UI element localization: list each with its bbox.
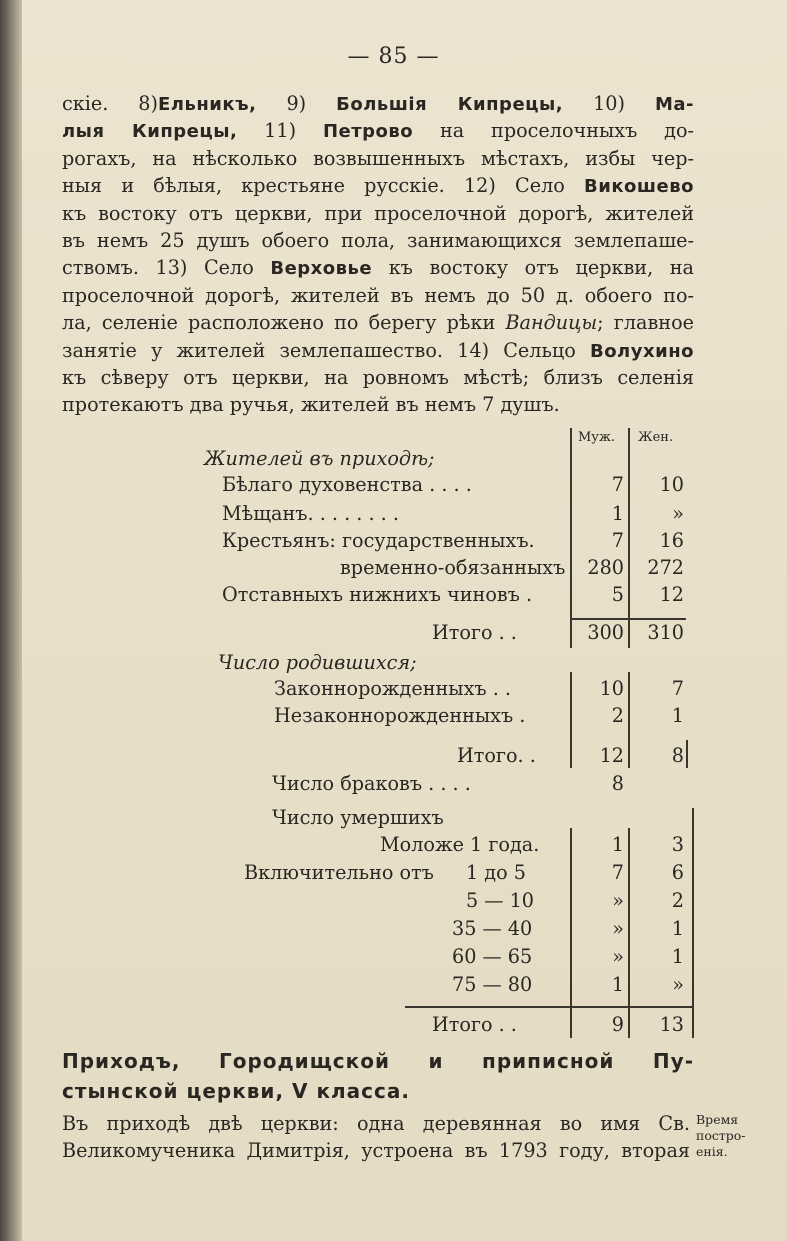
table-row-total: Итого . . 300 310 [432, 621, 684, 644]
place-name: Волухино [589, 340, 694, 362]
text-line [62, 282, 694, 309]
column-header-female: Жен. [638, 430, 674, 445]
place-name: Верховье [270, 258, 373, 280]
place-name: лыя Кипрецы, [62, 121, 238, 143]
text-line [62, 145, 694, 172]
text-run: 9) [256, 92, 337, 115]
text-line [62, 200, 694, 227]
table-row: Моложе 1 года. 1 3 [380, 833, 684, 856]
margin-note: Время постро- енія. [696, 1112, 746, 1159]
table-row: 75 — 80 1 » [452, 973, 684, 996]
text-line [62, 254, 694, 281]
table-row: Включительно отъ 1 до 5 7 6 [244, 861, 684, 884]
text-line [62, 337, 694, 364]
table-row: временно-обязанныхъ 280 272 [340, 556, 684, 579]
section-births: Число родившихся; [218, 651, 417, 674]
table-row: Законнорожденныхъ . . 10 7 [274, 677, 684, 700]
column-header-male: Муж. [578, 430, 616, 445]
closing-paragraph: Въ приходѣ двѣ церкви: одна деревянная во имя Св. Великомученика Димитрія, устроена въ 1793 году, вторая [62, 1112, 690, 1163]
text-run: 11) [237, 119, 323, 143]
text-run: 10) [563, 92, 655, 115]
book-binding [0, 0, 22, 1241]
table-row: 5 — 10 » 2 [466, 889, 684, 912]
place-name: Ма- [654, 94, 694, 115]
table-row: Отставныхъ нижнихъ чиновъ . 5 12 [222, 583, 684, 606]
page-number: — 85 — [347, 44, 440, 69]
river-name: Вандицы [505, 311, 598, 335]
text-run: ; главное [597, 311, 694, 335]
text-run: ствомъ. 13) Село [62, 256, 271, 280]
text-line [62, 227, 694, 254]
text-run: проселочной дорогѣ, жителей въ немъ до 50 д. обоего по- [62, 283, 694, 307]
text-run: занятіе у жителей землепашество. 14) Сельцо [62, 338, 590, 362]
text-run: на проселочныхъ до- [413, 119, 694, 143]
text-line [62, 309, 694, 336]
text-run: протекаютъ два ручья, жителей въ немъ 7 душъ. [62, 393, 560, 417]
text-run: скіе. 8) [62, 92, 158, 115]
text-line [62, 117, 694, 144]
table-row-total: Итого . . 9 13 [432, 1013, 684, 1036]
place-name: Ельникъ, [158, 94, 257, 115]
table-row: Мѣщанъ. . . . . . . . 1 » [222, 502, 684, 525]
text-line [62, 364, 694, 391]
table-row: Незаконнорожденныхъ . 2 1 [274, 704, 684, 727]
text-run: въ немъ 25 душъ обоего пола, занимающихся землепаше- [62, 228, 694, 252]
section-heading: Приходъ, Городищской и приписной Пу- стынской церкви, V класса. [62, 1049, 694, 1103]
text-run: къ сѣверу отъ церкви, на ровномъ мѣстѣ; близъ селенія [62, 365, 694, 389]
table-row-total: Итого. . 12 8 [457, 744, 684, 767]
text-run: ныя и бѣлыя, крестьяне русскіе. 12) Село [62, 174, 584, 198]
table-row: Крестьянъ: государственныхъ. 7 16 [222, 529, 684, 552]
text-line [62, 90, 694, 117]
place-name: Петрово [322, 121, 414, 143]
table-row: 60 — 65 » 1 [452, 945, 684, 968]
body-paragraph [62, 90, 694, 419]
deaths-header: Число умершихъ [272, 806, 444, 829]
text-line [62, 172, 694, 199]
place-name: Викошево [584, 176, 694, 198]
text-run: къ востоку отъ церкви, на [372, 256, 694, 280]
table-row: 35 — 40 » 1 [452, 917, 684, 940]
place-name: Большія Кипрецы, [336, 94, 564, 115]
text-run: ла, селеніе расположено по берегу рѣки [62, 311, 506, 335]
section-residents: Жителей въ приходѣ; [204, 447, 435, 470]
table-row: Число браковъ . . . . 8 [272, 772, 624, 795]
text-run: къ востоку отъ церкви, при проселочной дорогѣ, жителей [62, 201, 694, 225]
table-row: Бѣлаго духовенства . . . . 7 10 [222, 473, 684, 496]
text-run: рогахъ, на нѣсколько возвышенныхъ мѣстахъ, избы чер- [62, 146, 694, 170]
text-line [62, 391, 694, 418]
